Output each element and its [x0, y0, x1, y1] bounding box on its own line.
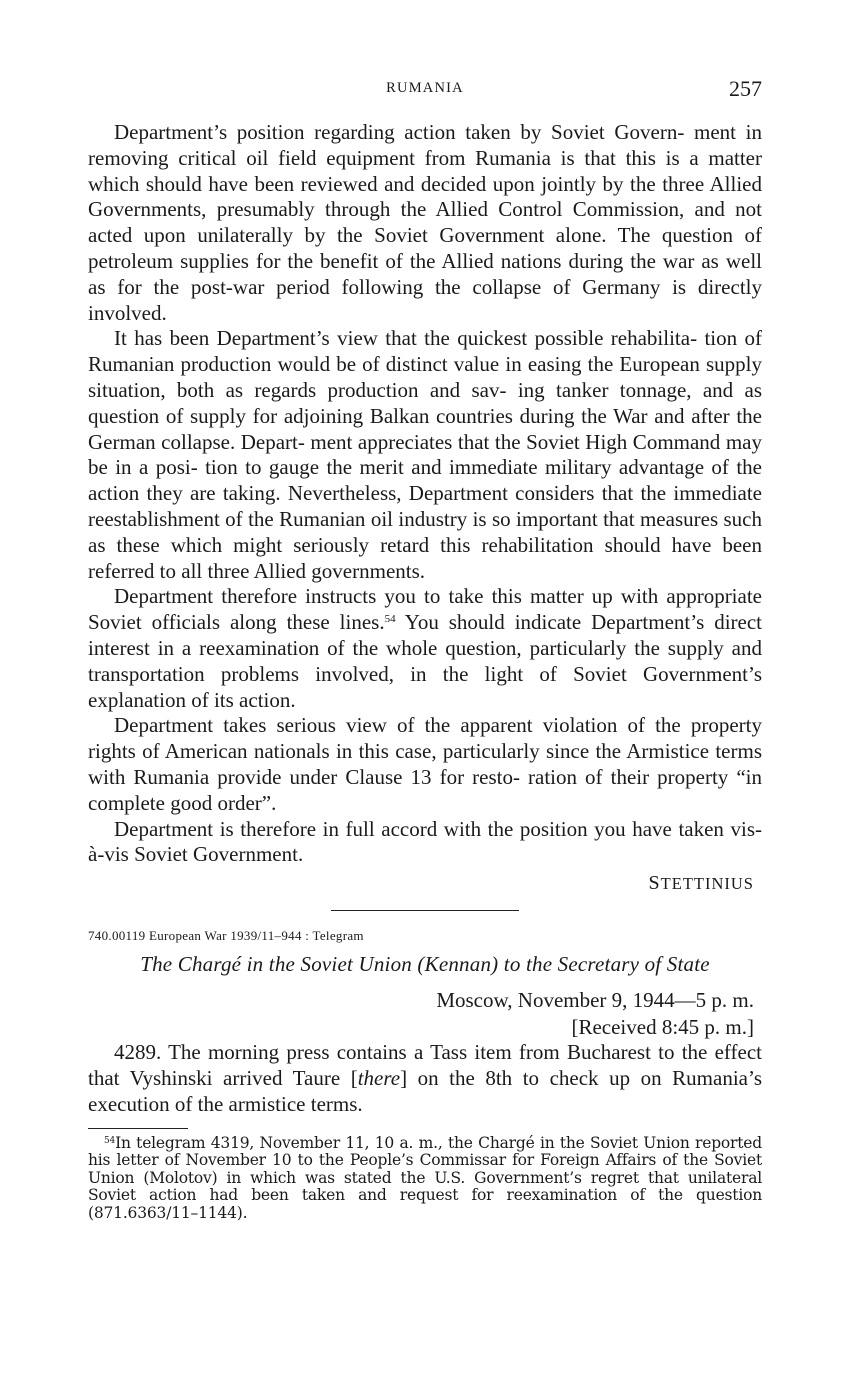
footnote-divider	[88, 1128, 188, 1129]
signature-initial: S	[648, 872, 661, 895]
page-number: 257	[729, 76, 762, 101]
section-title: RUMANIA	[386, 80, 464, 96]
telegram-body-a: 4289. The morning press contains a Tass item from Bucharest to the effect that Vyshinski arrived Taure [	[88, 1040, 762, 1090]
paragraph-3-text-b: You should indicate Department’s direct interest in a reexamination of the whole question, particularly the supply and transportation problems involved, in the light of Soviet Government’s explanation of its action.	[88, 610, 762, 712]
dateline: Moscow, November 9, 1944—5 p. m.	[436, 988, 754, 1013]
paragraph-4: Department takes serious view of the apparent violation of the property rights of American nationals in this case, particularly since the Armistice terms with Rumania provide under Clause 13 for resto- ration of their property “in complete good order”.	[88, 713, 762, 815]
signature-rest: TETTINIUS	[660, 874, 754, 894]
section-divider	[331, 910, 519, 911]
signature	[88, 872, 762, 895]
paragraph-2: It has been Department’s view that the quickest possible rehabilita- tion of Rumanian production would be of distinct value in easing the European supply situation, both as regards production and sav- ing tanker tonnage, and as question of supply for adjoining Balkan countries during the War and after the German collapse. Depart- ment appreciates that the Soviet High Command may be in a posi- tion to gauge the merit and immediate military advantage of the action they are taking. Nevertheless, Department considers that the immediate reestablishment of the Rumanian oil industry is so important that measures such as these which might seriously retard this rehabilitation should have been referred to all three Allied governments.	[88, 326, 762, 583]
footnote	[88, 1135, 762, 1223]
paragraph-3-text-a: Department therefore instructs you to take this matter up with appropriate Soviet officials along these lines.	[88, 584, 762, 635]
footnote-text: In telegram 4319, November 11, 10 a. m., the Chargé in the Soviet Union reported his letter of November 10 to the People’s Commissar for Foreign Affairs of the Soviet Union (Molotov) in which was stated the U.S. Government’s regret that unilateral Soviet action had been taken and request for reexamination of the question (871.6363/11–1144).	[88, 1133, 762, 1222]
telegram-body-italic: there	[357, 1065, 401, 1090]
running-head	[88, 76, 762, 106]
received-note: [Received 8:45 p. m.]	[571, 1015, 754, 1040]
body-text	[88, 120, 762, 1222]
telegram-body-b: ] on the 8th to check up on Rumania’s execution of the armistice terms.	[88, 1065, 762, 1116]
paragraph-5: Department is therefore in full accord with the position you have taken vis-à-vis Soviet Government.	[88, 816, 762, 867]
telegram-body	[88, 1040, 762, 1117]
document-title: The Chargé in the Soviet Union (Kennan) to the Secretary of State	[140, 952, 710, 977]
footnote-reference: 54	[384, 613, 396, 626]
paragraph-3	[88, 584, 762, 713]
footnote-mark: 54	[104, 1135, 116, 1146]
file-reference: 740.00119 European War 1939/11–944 : Telegram	[88, 928, 364, 944]
paragraph-1: Department’s position regarding action taken by Soviet Govern- ment in removing critical oil field equipment from Rumania is that this is a matter which should have been reviewed and decided upon jointly by the three Allied Governments, presumably through the Allied Control Commission, and not acted upon unilaterally by the Soviet Government alone. The question of petroleum supplies for the benefit of the Allied nations during the war as well as for the post-war period following the collapse of Germany is directly involved.	[88, 120, 762, 325]
